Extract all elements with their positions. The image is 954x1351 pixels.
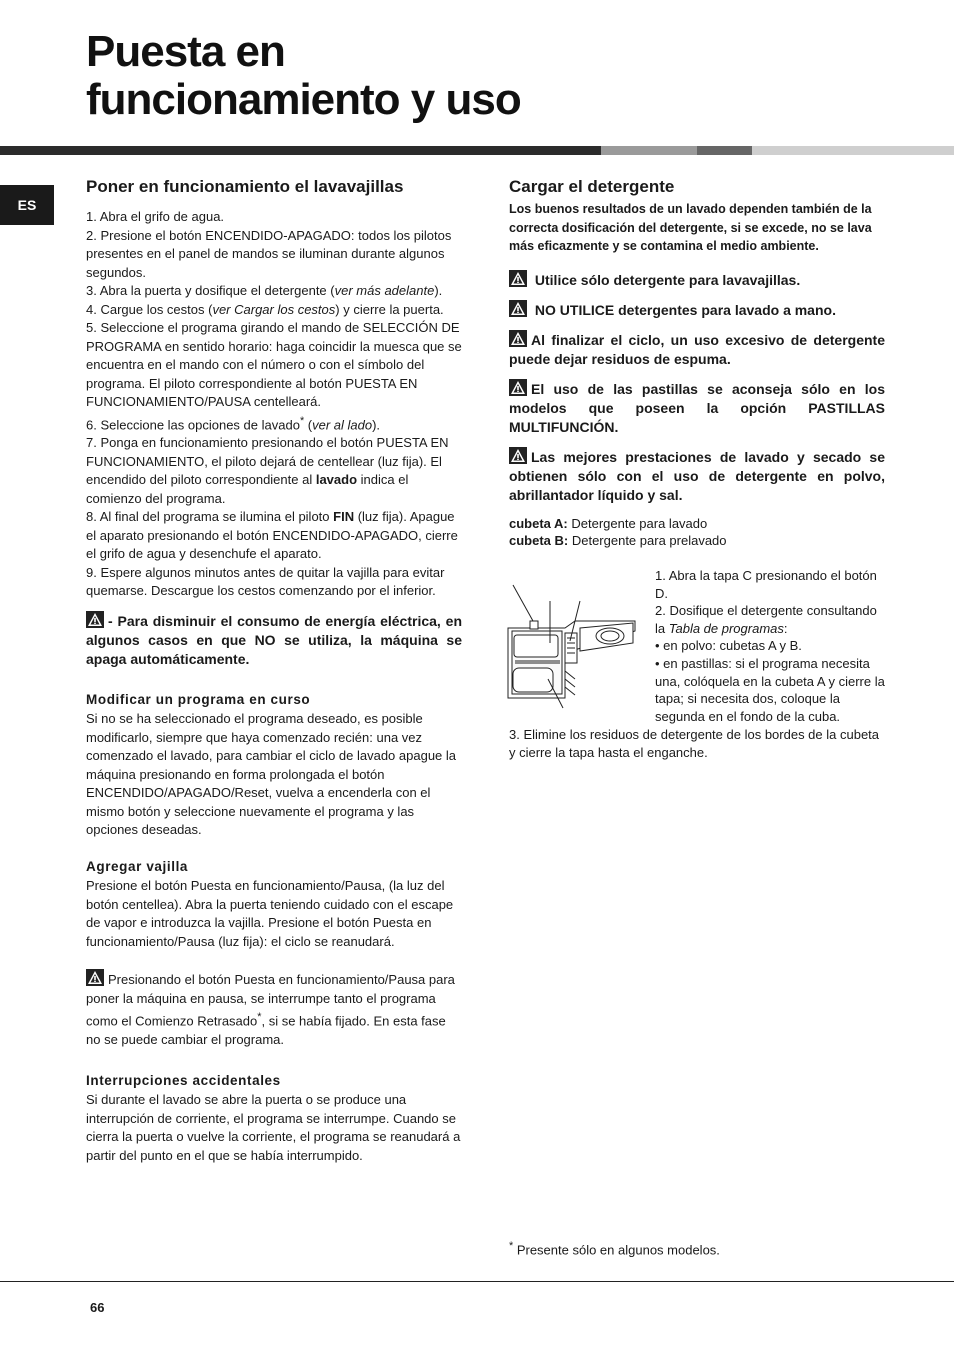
step-7: 7. Ponga en funcionamiento presionando el botón PUESTA EN FUNCIONAMIENTO, el piloto dejará de centellear (luz fija). El encendido del piloto correspondiente al lavado indica el comienzo del programa. — [86, 435, 449, 506]
detergent-dispenser-diagram — [505, 583, 640, 713]
dispenser-instructions — [655, 567, 885, 725]
warning-triangle-icon — [86, 969, 104, 986]
warning-triangle-icon — [86, 611, 104, 628]
warning-4: El uso de las pastillas se aconseja sólo en los modelos que poseen la opción PASTILLAS MULTIFUNCIÓN. — [509, 380, 885, 435]
page-number: 66 — [90, 1300, 105, 1315]
warning-triangle-icon — [509, 330, 527, 347]
interrupt-heading: Interrupciones accidentales — [86, 1072, 281, 1088]
step-1: 1. Abra el grifo de agua. — [86, 209, 225, 224]
step-3: 3. Abra la puerta y dosifique el detergente (ver más adelante). — [86, 283, 443, 298]
detergent-intro: Los buenos resultados de un lavado dependen también de la correcta dosificación del detergente, si se excede, no se lava más eficazmente y se contamina el medio ambiente. — [509, 202, 872, 253]
warning-1: Utilice sólo detergente para lavavajillas. — [509, 270, 885, 290]
warning-triangle-icon — [509, 447, 527, 464]
section-heading-detergent: Cargar el detergente — [509, 177, 675, 196]
cubeta-a: cubeta A: Detergente para lavado — [509, 515, 708, 531]
section-heading-start: Poner en funcionamiento el lavavajillas — [86, 177, 404, 196]
page-title: Puesta en funcionamiento y uso — [86, 27, 521, 124]
modify-text: Si no se ha seleccionado el programa deseado, es posible modificarlo, siempre que haya comenzado recién: una vez comenzado el lavado, para cambiar el ciclo de lavado apague la máquina presionando en forma prolongada el botón ENCENDIDO/APAGADO/Reset, vuelva a encenderla con el mismo botón y seleccione nuevamente el programa y las opciones deseadas. — [86, 711, 457, 838]
dispenser-tablets: • en pastillas: si el programa necesita una, colóquela en la cubeta A y cierre la tapa; si necesita dos, coloque la segunda en el fondo de la cuba. — [655, 655, 885, 724]
step-6: 6. Seleccione las opciones de lavado* (ver al lado). — [86, 414, 381, 432]
step-4: 4. Cargue los cestos (ver Cargar los cestos) y cierre la puerta. — [86, 301, 444, 317]
warning-5: Las mejores prestaciones de lavado y secado se obtienen sólo con el uso de detergente en polvo, abrillantador líquido y sal. — [509, 448, 885, 503]
header-bar-dark2 — [697, 146, 752, 155]
header-bar-light — [752, 146, 954, 155]
warning-3: Al finalizar el ciclo, un uso excesivo de detergente puede dejar residuos de espuma. — [509, 331, 885, 367]
warning-2: NO UTILICE detergentes para lavado a mano. — [509, 300, 885, 320]
dispenser-step-1: 1. Abra la tapa C presionando el botón D. — [655, 568, 877, 601]
dispenser-powder: • en polvo: cubetas A y B. — [655, 638, 802, 654]
footnote: * Presente sólo en algunos modelos. — [509, 1240, 720, 1258]
add-dishes-heading: Agregar vajilla — [86, 858, 189, 874]
footer-rule — [0, 1281, 954, 1282]
dispenser-step-3: 3. Elimine los residuos de detergente de los bordes de la cubeta y cierre la tapa hasta el enganche. — [509, 727, 880, 760]
warning-triangle-icon — [509, 270, 527, 287]
interrupt-text: Si durante el lavado se abre la puerta o se produce una interrupción de corriente, el programa se interrumpe. Cuando se cierra la puerta o vuelve la corriente, el programa se reanudará a partir del punto en el que se había interrumpido. — [86, 1092, 461, 1163]
step-8: 8. Al final del programa se ilumina el piloto FIN (luz fija). Apague el aparato presionando el botón ENCENDIDO-APAGADO, cierre el grifo de agua y desenchufe el aparato. — [86, 509, 458, 562]
header-bar-mid — [601, 146, 697, 155]
header-bar-dark — [0, 146, 601, 155]
step-9: 9. Espere algunos minutos antes de quitar la vajilla para evitar quemarse. Descargue los cestos comenzando por el inferior. — [86, 564, 445, 599]
warning-triangle-icon — [509, 300, 527, 317]
energy-warning: - Para disminuir el consumo de energía eléctrica, en algunos casos en que NO se utiliza, la máquina se apaga automáticamente. — [86, 612, 462, 667]
step-5: 5. Seleccione el programa girando el mando de SELECCIÓN DE PROGRAMA en sentido horario: haga coincidir la muesca que se encuentra en el mando con el número o con el símbolo del programa. El piloto correspondiente al botón PUESTA EN FUNCIONAMIENTO/PAUSA centelleará. — [86, 320, 462, 409]
left-column — [86, 176, 462, 1165]
dispenser-step-2: 2. Dosifique el detergente consultando la Tabla de programas: — [655, 603, 877, 636]
step-2: 2. Presione el botón ENCENDIDO-APAGADO: todos los pilotos presentes en el panel de mandos se iluminan durante algunos segundos. — [86, 227, 452, 280]
pause-warning: Presionando el botón Puesta en funcionamiento/Pausa para poner la máquina en pausa, se interrumpe tanto el programa como el Comienzo Retrasado*, si se había fijado. En esta fase no se puede cambiar el programa. — [86, 969, 462, 1049]
right-column — [509, 176, 885, 550]
cubeta-b: cubeta B: Detergente para prelavado — [509, 533, 727, 549]
warning-triangle-icon — [509, 379, 527, 396]
modify-heading: Modificar un programa en curso — [86, 691, 311, 707]
language-tab: ES — [0, 185, 54, 225]
add-dishes-text: Presione el botón Puesta en funcionamiento/Pausa, (la luz del botón centellea). Abra la puerta teniendo cuidado con el escape de vapor e introduzca la vajilla. Presione el botón Puesta en funcionamiento/Pausa (luz fija): el ciclo se reanudará. — [86, 878, 454, 949]
